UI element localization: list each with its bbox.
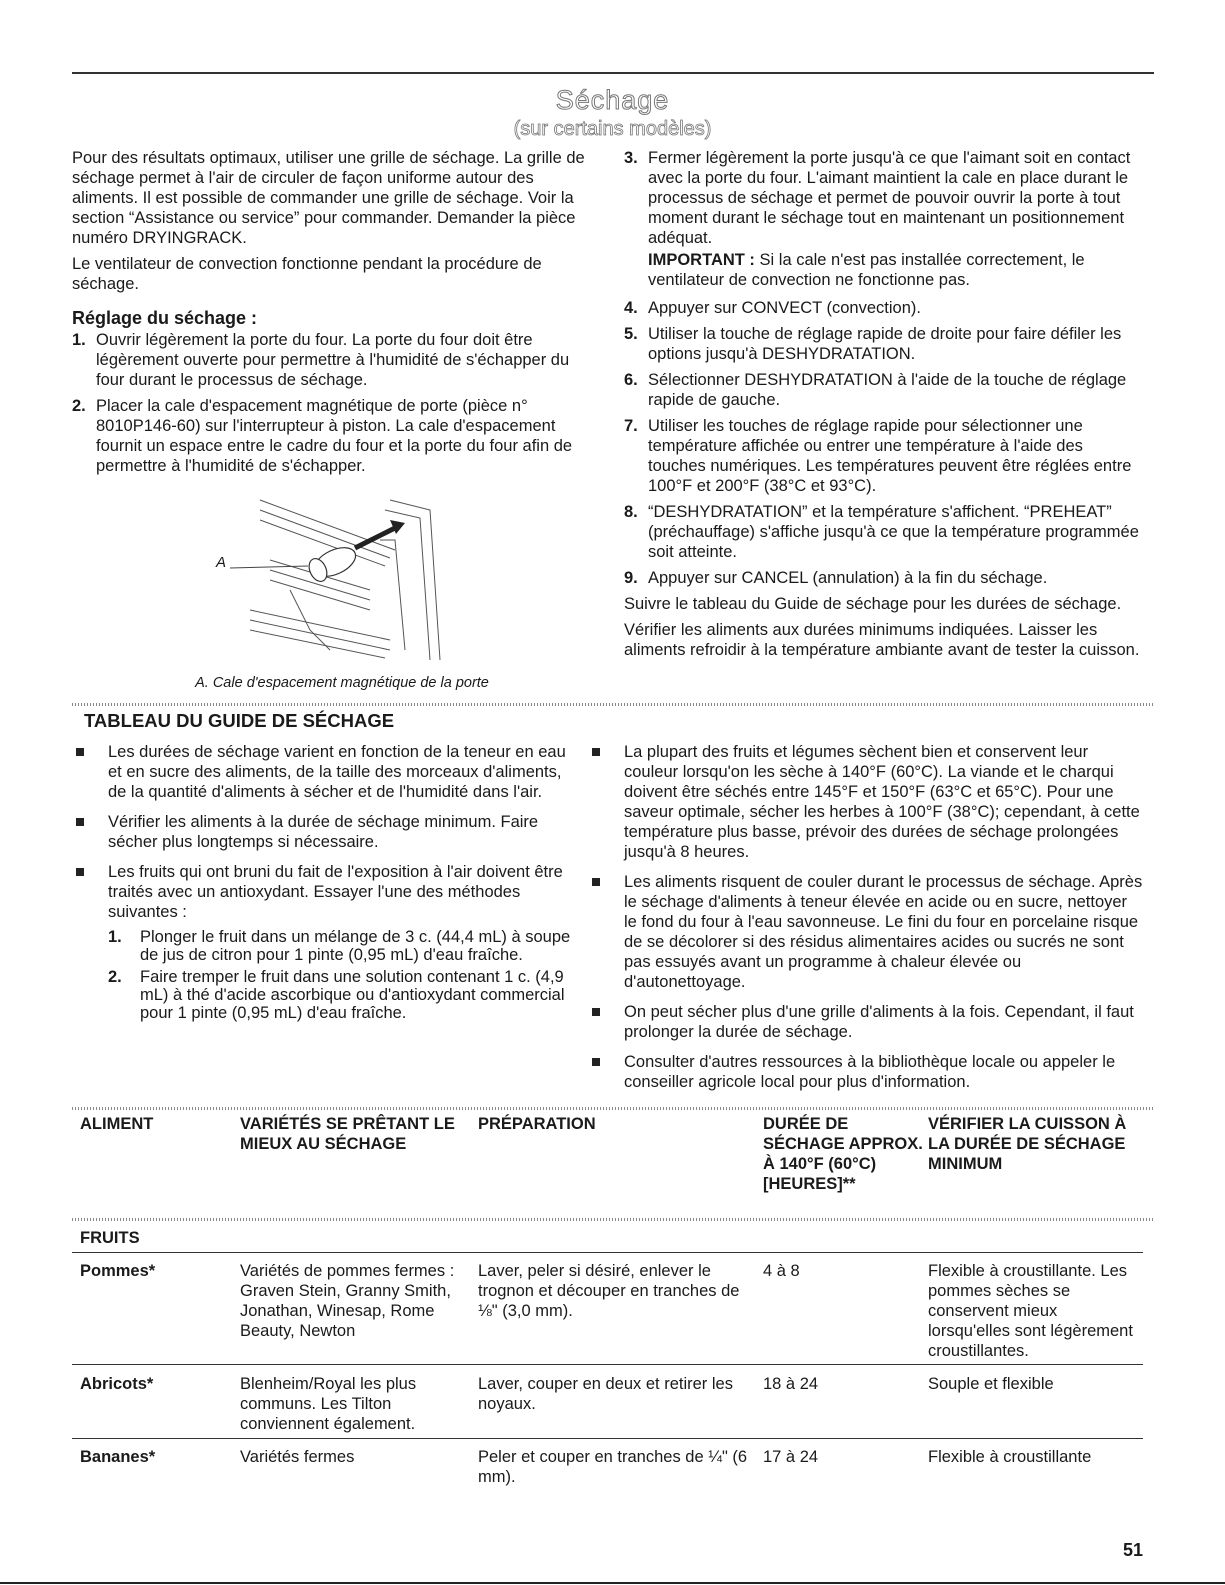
page-title: Séchage xyxy=(555,85,670,115)
bullet-icon xyxy=(76,748,84,756)
bullet-text: On peut sécher plus d'une grille d'aliments à la fois. Cependant, il faut prolonger la durée de séchage. xyxy=(624,1003,1134,1041)
sub-list xyxy=(108,928,572,1022)
table-row-preparation: Laver, peler si désiré, enlever le trognon et découper en tranches de ⅛" (3,0 mm). xyxy=(478,1262,740,1320)
step-item xyxy=(624,148,1144,248)
header-preparation: PRÉPARATION xyxy=(478,1115,596,1133)
page-number: 51 xyxy=(1122,1540,1143,1560)
bullet-item xyxy=(588,1052,1143,1092)
bullet-list xyxy=(588,742,1143,1092)
step-number: 2. xyxy=(72,397,86,415)
bullet-text: Les durées de séchage varient en fonction de la teneur en eau et en sucre des aliments, de la taille des morceaux d'aliments, de la quantité d'aliments à sécher et de l'humidité dans l'air. xyxy=(108,743,566,801)
figure-label: A xyxy=(216,554,227,571)
step-text: “DESHYDRATATION” et la température s'affichent. “PREHEAT” (préchauffage) s'affiche jusqu'à ce que la température programmée soit atteinte. xyxy=(648,503,1139,561)
steps-list-continued-2 xyxy=(624,298,1144,588)
table-row-food: Pommes* xyxy=(80,1262,156,1280)
table-group-fruits: FRUITS xyxy=(80,1229,140,1247)
table-section-title: TABLEAU DU GUIDE DE SÉCHAGE xyxy=(84,710,395,731)
step-item xyxy=(72,330,587,390)
step-item xyxy=(624,324,1144,364)
figure-caption: A. Cale d'espacement magnétique de la porte xyxy=(195,675,489,691)
step-text: Utiliser la touche de réglage rapide de droite pour faire défiler les options jusqu'à DESHYDRATATION. xyxy=(648,325,1122,363)
table-row-duree: 18 à 24 xyxy=(763,1375,819,1393)
intro-paragraph-2: Le ventilateur de convection fonctionne pendant la procédure de séchage. xyxy=(72,255,542,293)
table-row-preparation: Peler et couper en tranches de ¼" (6 mm). xyxy=(478,1448,748,1486)
header-varietes: VARIÉTÉS SE PRÊTANT LE MIEUX AU SÉCHAGE xyxy=(240,1115,455,1153)
bullets-left xyxy=(72,742,572,1032)
header-verifier: VÉRIFIER LA CUISSON À LA DURÉE DE SÉCHAGE MINIMUM xyxy=(928,1115,1127,1173)
step-text: Utiliser les touches de réglage rapide pour sélectionner une température affichée ou entrer une température à l'aide des touches numériques. Les températures peuvent être réglées entre 100°F et 200°F (38°C et 93°C). xyxy=(648,417,1132,495)
illustration-svg xyxy=(190,490,450,670)
bullet-text: Consulter d'autres ressources à la bibliothèque locale ou appeler le conseiller agricole local pour plus d'information. xyxy=(624,1053,1116,1091)
important-text: Si la cale n'est pas installée correctement, le ventilateur de convection ne fonctionne pas. xyxy=(648,251,1085,289)
step-number: 9. xyxy=(624,569,638,587)
sub-number: 2. xyxy=(108,968,122,986)
step-number: 8. xyxy=(624,503,638,521)
step-item xyxy=(624,502,1144,562)
bullets-right xyxy=(588,742,1143,1102)
row-divider xyxy=(72,1438,1143,1439)
steps-list xyxy=(72,330,587,476)
step-text: Appuyer sur CANCEL (annulation) à la fin du séchage. xyxy=(648,569,1048,587)
section-divider xyxy=(72,703,1154,706)
bullet-icon xyxy=(76,868,84,876)
sub-text: Faire tremper le fruit dans une solution contenant 1 c. (4,9 mL) à thé d'acide ascorbique ou d'antioxydant commercial pour 1 pinte (0,95 mL) d'eau fraîche. xyxy=(140,968,565,1022)
table-row-preparation: Laver, couper en deux et retirer les noyaux. xyxy=(478,1375,733,1413)
header-duree: DURÉE DE SÉCHAGE APPROX. À 140°F (60°C) [HEURES]** xyxy=(763,1115,923,1193)
table-row-verifier: Souple et flexible xyxy=(928,1375,1054,1393)
bullet-item xyxy=(72,742,572,802)
bullet-text: Les aliments risquent de couler durant le processus de séchage. Après le séchage d'aliments à teneur élevée en acide ou en sucre, nettoyer le fond du four à l'eau savonneuse. Le fini du four en porcelaine risque de se décolorer si des résidus alimentaires acides ou sucrés ne sont pas essuyés avant un programme à chaleur élevée ou d'autonettoyage. xyxy=(624,873,1143,991)
header-aliment: ALIMENT xyxy=(80,1115,154,1133)
step-text: Appuyer sur CONVECT (convection). xyxy=(648,299,921,317)
bullet-icon xyxy=(592,748,600,756)
bottom-rule xyxy=(0,1582,1225,1584)
step-item xyxy=(624,298,1144,318)
table-row-food: Abricots* xyxy=(80,1375,154,1393)
sub-item xyxy=(108,928,572,964)
step-text: Sélectionner DESHYDRATATION à l'aide de la touche de réglage rapide de gauche. xyxy=(648,371,1127,409)
sub-text: Plonger le fruit dans un mélange de 3 c. (44,4 mL) à soupe de jus de citron pour 1 pinte (0,95 mL) d'eau fraîche. xyxy=(140,928,571,964)
table-header-divider xyxy=(72,1218,1154,1221)
bullet-icon xyxy=(592,1058,600,1066)
table-row-verifier: Flexible à croustillante. Les pommes sèches se conservent mieux lorsqu'elles sont légèrement croustillantes. xyxy=(928,1262,1133,1360)
door-spacer-illustration xyxy=(190,490,450,670)
table-row-varietes: Variétés fermes xyxy=(240,1448,355,1466)
bullet-item xyxy=(588,742,1143,862)
table-row-varietes: Variétés de pommes fermes : Graven Stein, Granny Smith, Jonathan, Winesap, Rome Beauty, Newton xyxy=(240,1262,455,1340)
paragraph: Suivre le tableau du Guide de séchage pour les durées de séchage. xyxy=(624,595,1122,613)
table-row-food: Bananes* xyxy=(80,1448,156,1466)
bullet-icon xyxy=(592,1008,600,1016)
bullet-item xyxy=(588,1002,1143,1042)
step-number: 1. xyxy=(72,331,86,349)
bullet-item xyxy=(588,872,1143,992)
row-divider xyxy=(72,1252,1143,1253)
bullet-item xyxy=(72,812,572,852)
section-heading: Réglage du séchage : xyxy=(72,308,258,328)
sub-item xyxy=(108,968,572,1022)
right-column xyxy=(624,148,1144,666)
left-column xyxy=(72,148,587,482)
table-row-duree: 17 à 24 xyxy=(763,1448,819,1466)
step-item xyxy=(624,370,1144,410)
step-number: 3. xyxy=(624,149,638,167)
table-row-duree: 4 à 8 xyxy=(763,1262,800,1280)
step-item xyxy=(72,396,587,476)
bullet-icon xyxy=(76,818,84,826)
table-row-verifier: Flexible à croustillante xyxy=(928,1448,1092,1466)
step-number: 5. xyxy=(624,325,638,343)
step-text: Ouvrir légèrement la porte du four. La porte du four doit être légèrement ouverte pour permettre à l'humidité de s'échapper du four durant le processus de séchage. xyxy=(96,331,570,389)
step-number: 6. xyxy=(624,371,638,389)
bullet-text: La plupart des fruits et légumes sèchent bien et conservent leur couleur lorsqu'on les sèche à 140°F (60°C). La viande et le charqui doivent être séchés entre 145°F et 150°F (63°C et 65°C). Pour une saveur optimale, sécher les herbes à 100°F (38°C); cependant, à cette température plus basse, prévoir des durées de séchage prolongées jusqu'à 8 heures. xyxy=(624,743,1140,861)
table-row-varietes: Blenheim/Royal les plus communs. Les Tilton conviennent également. xyxy=(240,1375,417,1433)
step-item xyxy=(624,416,1144,496)
row-divider xyxy=(72,1364,1143,1365)
bullet-icon xyxy=(592,878,600,886)
step-text: Fermer légèrement la porte jusqu'à ce que l'aimant soit en contact avec la porte du four. L'aimant maintient la cale en place durant le processus de séchage et permet de pouvoir ouvrir la porte à tout moment durant le séchage tout en maintenant un positionnement adéquat. xyxy=(648,149,1131,247)
step-number: 7. xyxy=(624,417,638,435)
bullet-list xyxy=(72,742,572,1022)
top-rule xyxy=(72,72,1154,74)
table-top-divider xyxy=(72,1107,1154,1110)
steps-list-continued xyxy=(624,148,1144,248)
intro-paragraph: Pour des résultats optimaux, utiliser une grille de séchage. La grille de séchage permet à l'air de circuler de façon uniforme autour des aliments. Il est possible de commander une grille de séchage. Voir la section “Assistance ou service” pour commander. Demander la pièce numéro DRYINGRACK. xyxy=(72,149,585,247)
sub-number: 1. xyxy=(108,928,122,946)
step-text: Placer la cale d'espacement magnétique de porte (pièce n° 8010P146-60) sur l'interrupteur à piston. La cale d'espacement fournit un espace entre le cadre du four et la porte du four afin de permettre à l'humidité de s'échapper. xyxy=(96,397,573,475)
bullet-text: Les fruits qui ont bruni du fait de l'exposition à l'air doivent être traités avec un antioxydant. Essayer l'une des méthodes suivantes : xyxy=(108,863,563,921)
important-label: IMPORTANT : xyxy=(648,251,755,269)
bullet-item xyxy=(72,862,572,1022)
paragraph: Vérifier les aliments aux durées minimums indiquées. Laisser les aliments refroidir à la température ambiante avant de tester la cuisson. xyxy=(624,621,1140,659)
step-item xyxy=(624,568,1144,588)
step-number: 4. xyxy=(624,299,638,317)
important-note xyxy=(624,250,1144,290)
page-subtitle: (sur certains modèles) xyxy=(513,118,712,140)
bullet-text: Vérifier les aliments à la durée de séchage minimum. Faire sécher plus longtemps si nécessaire. xyxy=(108,813,539,851)
